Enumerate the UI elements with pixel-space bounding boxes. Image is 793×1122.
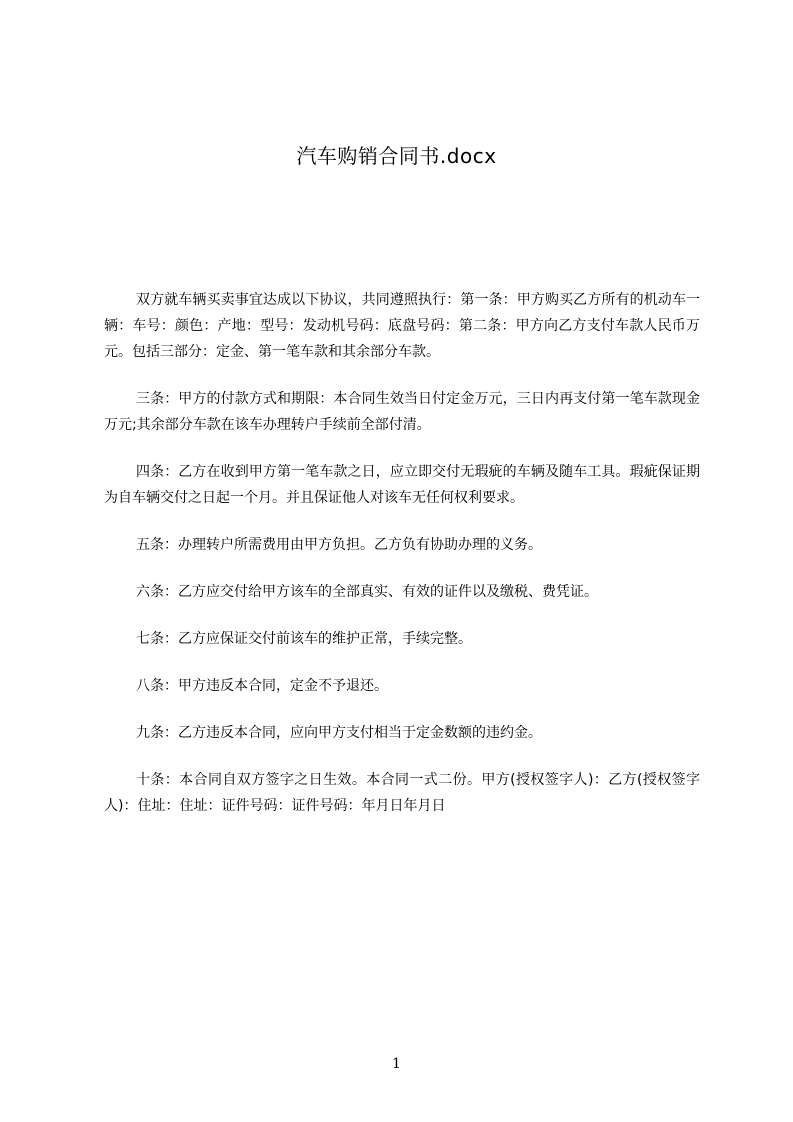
- paragraph-clause-5: 五条：办理转户所需费用由甲方负担。乙方负有协助办理的义务。: [136, 537, 542, 553]
- paragraph-clause-7: 七条：乙方应保证交付前该车的维护正常，手续完整。: [136, 631, 472, 647]
- paragraph-clause-10-signatures: 十条：本合同自双方签字之日生效。本合同一式二份。甲方(授权签字人)：乙方(授权签字人)：住址：住址：证件号码：证件号码：年月日年月日: [104, 772, 700, 814]
- document-body: [104, 287, 700, 840]
- page-number: 1: [392, 1056, 401, 1072]
- paragraph-clause-3: 三条：甲方的付款方式和期限：本合同生效当日付定金万元，三日内再支付第一笔车款现金万元;其余部分车款在该车办理转户手续前全部付清。: [104, 391, 700, 433]
- document-title: 汽车购销合同书.docx: [296, 144, 497, 168]
- paragraph-clause-6: 六条：乙方应交付给甲方该车的全部真实、有效的证件以及缴税、费凭证。: [136, 584, 598, 600]
- paragraph-clause-4: 四条：乙方在收到甲方第一笔车款之日，应立即交付无瑕疵的车辆及随车工具。瑕疵保证期为自车辆交付之日起一个月。并且保证他人对该车无任何权利要求。: [104, 464, 700, 506]
- paragraph-clause-9: 九条：乙方违反本合同，应向甲方支付相当于定金数额的违约金。: [136, 725, 542, 741]
- paragraph-intro-clauses-1-2: 双方就车辆买卖事宜达成以下协议，共同遵照执行：第一条：甲方购买乙方所有的机动车一辆：车号：颜色：产地：型号：发动机号码：底盘号码：第二条：甲方向乙方支付车款人民币万元。包括三部分：定金、第一笔车款和其余部分车款。: [104, 292, 700, 360]
- paragraph-clause-8: 八条：甲方违反本合同，定金不予退还。: [136, 678, 388, 694]
